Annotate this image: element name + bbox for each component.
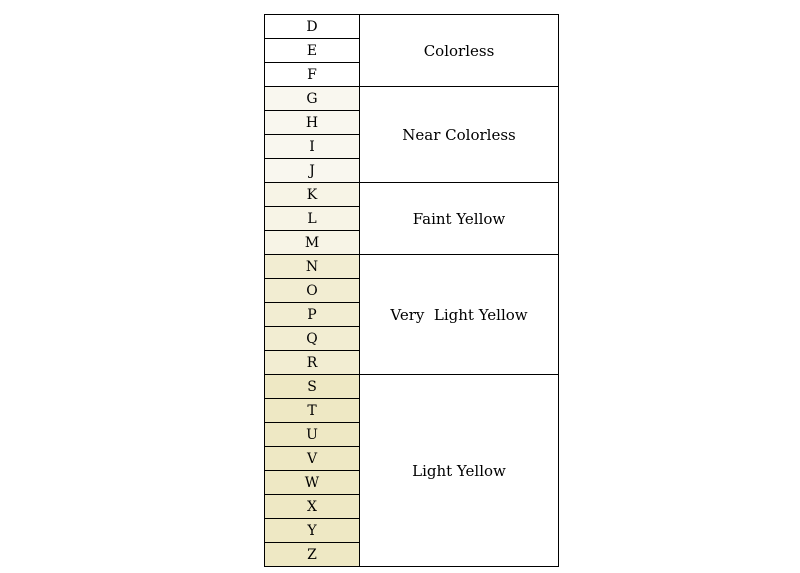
color-category-cell: Light Yellow: [360, 375, 559, 567]
grade-letter-cell: O: [265, 279, 360, 303]
color-category-cell: Colorless: [360, 15, 559, 87]
grade-letter-cell: Y: [265, 519, 360, 543]
grade-letter-cell: F: [265, 63, 360, 87]
grade-row: [265, 255, 559, 279]
grade-letter-cell: Q: [265, 327, 360, 351]
grade-row: [265, 375, 559, 399]
grade-letter-cell: H: [265, 111, 360, 135]
grade-letter-cell: J: [265, 159, 360, 183]
grade-letter-cell: Z: [265, 543, 360, 567]
grade-row: [265, 87, 559, 111]
grade-row: [265, 183, 559, 207]
grade-letter-cell: N: [265, 255, 360, 279]
grade-letter-cell: K: [265, 183, 360, 207]
grade-letter-cell: L: [265, 207, 360, 231]
grade-table-body: [265, 15, 559, 567]
grade-letter-cell: P: [265, 303, 360, 327]
grade-letter-cell: G: [265, 87, 360, 111]
grade-letter-cell: U: [265, 423, 360, 447]
grade-letter-cell: S: [265, 375, 360, 399]
grade-letter-cell: W: [265, 471, 360, 495]
grade-letter-cell: I: [265, 135, 360, 159]
grade-letter-cell: T: [265, 399, 360, 423]
grade-letter-cell: M: [265, 231, 360, 255]
color-category-cell: Faint Yellow: [360, 183, 559, 255]
diamond-color-grade-table: [264, 14, 559, 567]
grade-letter-cell: D: [265, 15, 360, 39]
grade-letter-cell: E: [265, 39, 360, 63]
grade-letter-cell: X: [265, 495, 360, 519]
grade-letter-cell: R: [265, 351, 360, 375]
grade-row: [265, 15, 559, 39]
color-category-cell: Near Colorless: [360, 87, 559, 183]
grade-letter-cell: V: [265, 447, 360, 471]
color-category-cell: Very Light Yellow: [360, 255, 559, 375]
